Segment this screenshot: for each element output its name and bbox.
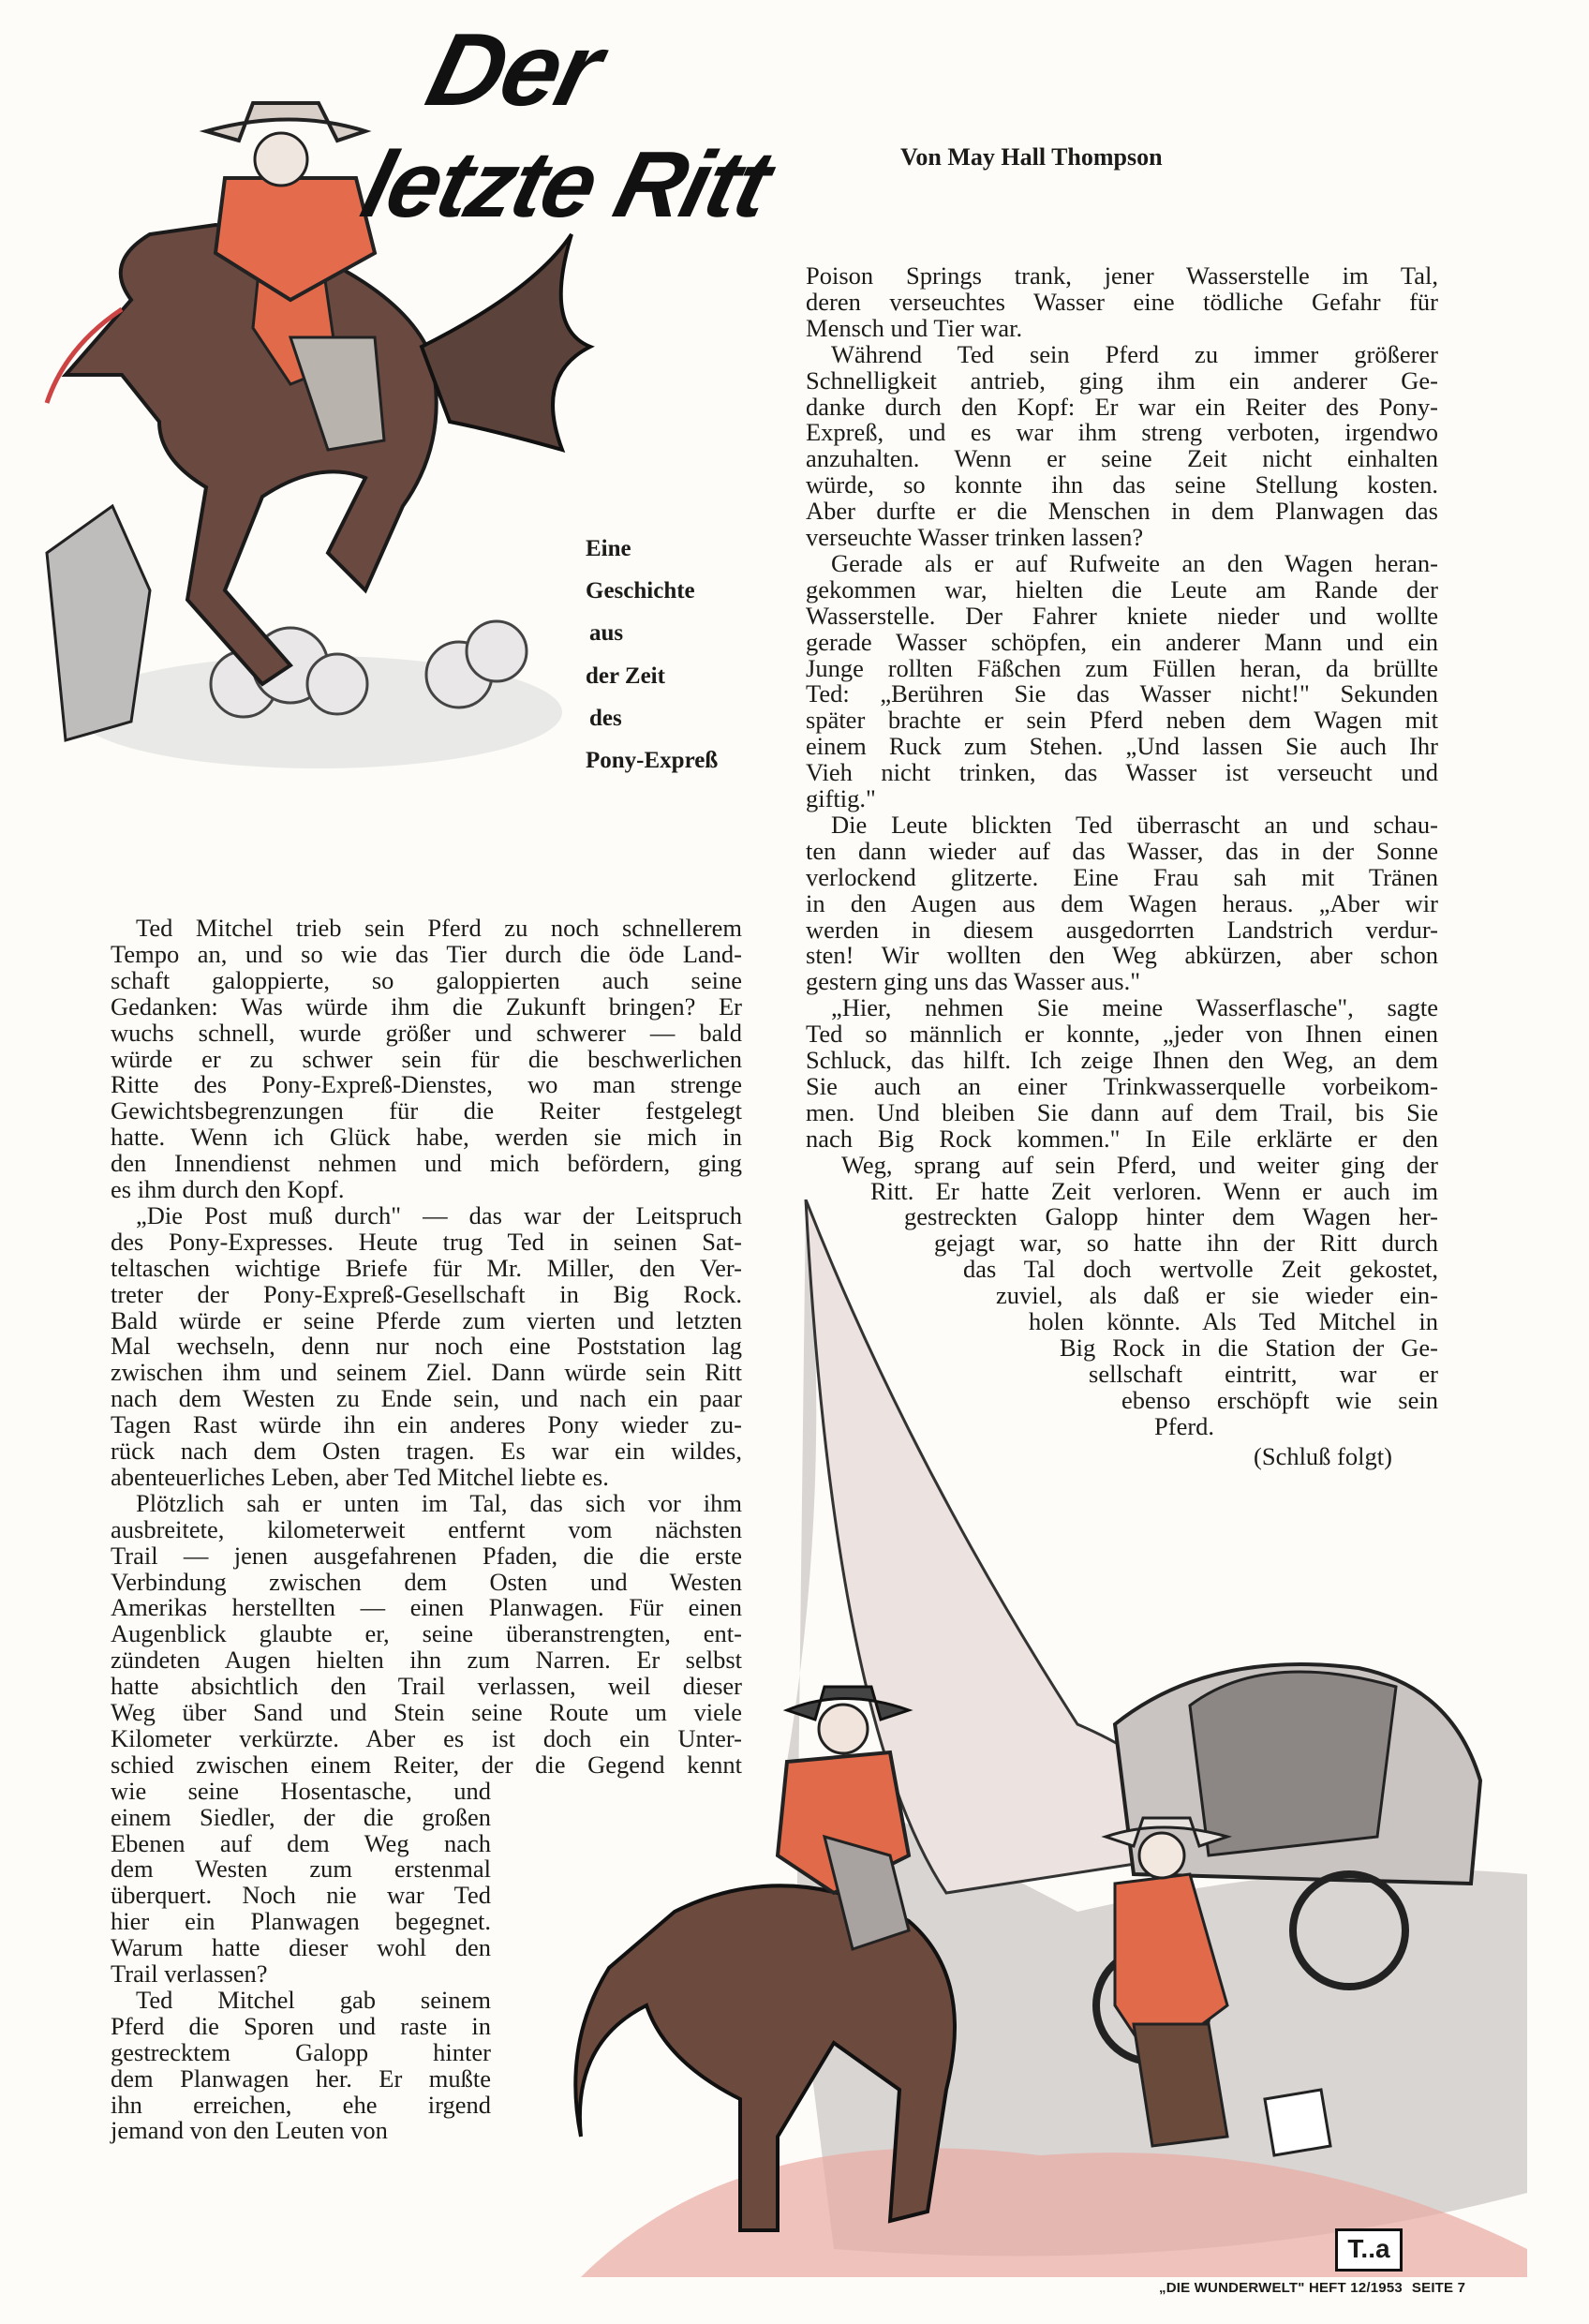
text-line: Kilometer verkürzte. Aber es ist doch ein Unter- [111,1723,742,1752]
text-line: Ritt. Er hatte Zeit verloren. Wenn er auch im [870,1176,1438,1205]
text-line: wuchs schnell, wurde größer und schwerer — bald [111,1018,742,1047]
subtitle [586,536,718,790]
text-line: abenteuerliches Leben, aber Ted Mitchel liebte es. [111,1462,609,1491]
text-line: ihn erreichen, ehe irgend [111,2090,491,2119]
text-line: gestrecktem Galopp hinter [111,2037,491,2066]
subtitle-line: Geschichte [586,578,695,604]
text-line: Weg, sprang auf sein Pferd, und weiter ging der [841,1150,1438,1179]
text-line: men. Und bleiben Sie dann auf dem Trail, bis Sie [806,1097,1438,1126]
text-line: Aber durfte er die Menschen in dem Planwagen das [806,497,1438,526]
text-line: „Hier, nehmen Sie meine Wasserflasche", sagte [831,993,1438,1022]
text-line: Gewichtsbegrenzungen für die Reiter festgelegt [111,1096,742,1125]
text-line: jemand von den Leuten von [111,2116,388,2145]
text-line: rück nach dem Osten tragen. Es war ein wildes, [111,1437,742,1465]
text-line: Big Rock in die Station der Ge- [1060,1333,1438,1362]
text-line: Trail verlassen? [111,1959,268,1988]
text-line: Warum hatte dieser wohl den [111,1933,491,1962]
page-number: SEITE 7 [1411,2280,1466,2296]
text-line: Gedanken: Was würde ihm die Zukunft bringen? Er [111,991,742,1020]
text-line: gekommen war, hielten die Leute am Rande der [806,574,1438,603]
text-line: holen könnte. Als Ted Mitchel in [1029,1307,1438,1335]
text-line: deren verseuchtes Wasser eine tödliche Gefahr für [806,287,1438,316]
text-line: würde, so konnte ihn das seine Stellung kosten. [806,470,1438,499]
title-line-1: Der [416,12,612,127]
author-byline: Von May Hall Thompson [900,143,1163,171]
text-line: sellschaft eintritt, war er [1089,1359,1438,1388]
text-line: den Innendienst nehmen und mich befördern, ging [111,1149,742,1178]
text-line: Verbindung zwischen dem Osten und Westen [111,1567,742,1596]
text-line: schaft galoppierte, so galoppierten auch seine [111,965,742,994]
text-line: sten! Wir wollten den Weg abkürzen, aber schon [806,941,1438,970]
text-line: teltaschen wichtige Briefe für Mr. Miller, den Ver- [111,1253,742,1282]
text-line: gejagt war, so hatte ihn der Ritt durch [934,1229,1438,1258]
text-line: Pferd die Sporen und raste in [111,2011,491,2040]
text-line: werden in diesem ausgedorrten Landstrich verdur- [806,915,1438,944]
text-line: Amerikas herstellten — einen Planwagen. Für einen [111,1593,742,1622]
text-line: Während Ted sein Pferd zu immer größerer [831,339,1438,368]
text-line: Weg über Sand und Stein seine Route um viele [111,1698,742,1726]
text-line: einem Ruck zum Stehen. „Und lassen Sie auch Ihr [806,732,1438,761]
continued-note: (Schluß folgt) [1254,1442,1392,1470]
text-line: Mal wechseln, denn nur noch eine Poststation lag [111,1332,742,1361]
subtitle-line: des [589,705,622,731]
article-title [347,12,928,253]
text-line: Expreß, und es war ihm streng verboten, irgendwo [806,418,1438,447]
text-line: es ihm durch den Kopf. [111,1175,345,1203]
text-line: Plötzlich sah er unten im Tal, das sich vor ihm [136,1488,742,1517]
text-line: würde er zu schwer sein für die beschwerlichen [111,1044,742,1073]
text-line: giftig." [806,784,876,812]
text-line: Wasserstelle. Der Fahrer kniete nieder und wollte [806,601,1438,630]
text-line: Bald würde er seine Pferde zum vierten und letzten [111,1305,742,1334]
text-line: Pferd. [1154,1411,1215,1440]
text-line: Schluck, das hilft. Ich zeige Ihnen den Weg, an dem [806,1046,1438,1074]
text-line: dem Westen zum erstenmal [111,1855,491,1884]
text-line: einem Siedler, der die großen [111,1802,491,1831]
text-line: gestreckten Galopp hinter dem Wagen her- [904,1202,1438,1231]
text-line: nach dem Westen zu Ende sein, und nach ein paar [111,1384,742,1413]
text-line: nach Big Rock kommen." In Eile erklärte er den [806,1124,1438,1153]
text-line: Ted Mitchel trieb sein Pferd zu noch schnellerem [136,914,742,942]
text-line: wie seine Hosentasche, und [111,1776,491,1805]
subtitle-line: der Zeit [586,663,665,689]
title-line-2: letzte Ritt [352,132,780,237]
text-line: Ted: „Berühren Sie das Wasser nicht!" Sekunden [806,679,1438,708]
text-line: Ted so männlich er konnte, „jeder von Ihnen einen [806,1020,1438,1049]
text-line: des Pony-Expresses. Heute trug Ted in seinen Sat- [111,1227,742,1256]
text-line: Junge rollten Fäßchen zum Füllen heran, da brüllte [806,653,1438,682]
text-line: zuviel, als daß er sie wieder ein- [996,1281,1438,1310]
text-line: Sie auch an einer Trinkwasserquelle vorbeikom- [806,1071,1438,1100]
text-line: danke durch den Kopf: Er war ein Reiter des Pony- [806,392,1438,421]
text-line: in den Augen aus dem Wagen heraus. „Aber wir [806,888,1438,917]
text-line: gestern ging uns das Wasser aus." [806,967,1141,996]
text-line: hatte absichtlich den Trail verlassen, weil dieser [111,1672,742,1701]
text-line: ebenso erschöpft wie sein [1121,1385,1438,1414]
magazine-issue: „DIE WUNDERWELT" HEFT 12/1953 [1159,2280,1403,2296]
text-line: anzuhalten. Wenn er seine Zeit nicht einhalten [806,444,1438,473]
text-line: Augenblick glaubte er, seine überanstrengten, ent- [111,1619,742,1648]
text-line: Ted Mitchel gab seinem [136,1985,491,2014]
text-line: treter der Pony-Expreß-Gesellschaft in Big Rock. [111,1279,742,1308]
artist-signature: T..a [1335,2228,1403,2272]
text-line: Schnelligkeit antrieb, ging ihm ein anderer Ge- [806,365,1438,395]
subtitle-line: Eine [586,536,631,561]
text-line: Vieh nicht trinken, das Wasser ist verseucht und [806,758,1438,787]
subtitle-line: aus [589,620,624,647]
text-line: Mensch und Tier war. [806,313,1023,342]
text-line: verseuchte Wasser trinken lassen? [806,523,1144,551]
text-line: Tempo an, und so wie das Tier durch die öde Land- [111,939,742,968]
text-line: verlockend glitzerte. Eine Frau sah mit Tränen [806,862,1438,891]
text-line: Ebenen auf dem Weg nach [111,1828,491,1857]
text-line: zündeten Augen hielten ihn zum Narren. Er selbst [111,1646,742,1675]
text-line: Ritte des Pony-Expreß-Dienstes, wo man strenge [111,1070,742,1099]
text-line: später brachte er sein Pferd neben dem Wagen mit [806,706,1438,735]
text-line: hatte. Wenn ich Glück habe, werden sie mich in [111,1123,742,1152]
text-line: Tagen Rast würde ihn ein anderes Pony wieder zu- [111,1410,742,1439]
text-line: ausbreitete, kilometerweit entfernt vom nächsten [111,1514,742,1543]
text-line: Poison Springs trank, jener Wasserstelle im Tal, [806,261,1438,290]
text-line: ten dann wieder auf das Wasser, das in der Sonne [806,836,1438,865]
text-line: Die Leute blickten Ted überrascht an und schau- [831,810,1438,839]
text-line: Trail — jenen ausgefahrenen Pfaden, die die erste [111,1541,742,1570]
text-line: hier ein Planwagen begegnet. [111,1907,491,1936]
subtitle-line: Pony-Expreß [586,747,719,773]
text-line: schied zwischen einem Reiter, der die Gegend kennt [111,1750,742,1779]
text-line: Gerade als er auf Rufweite an den Wagen heran- [831,548,1438,577]
text-line: das Tal doch wertvolle Zeit gekostet, [963,1255,1438,1284]
text-line: „Die Post muß durch" — das war der Leitspruch [136,1200,742,1229]
text-line: gerade Wasser schöpfen, ein anderer Mann und ein [806,627,1438,656]
text-line: dem Planwagen her. Er mußte [111,2063,491,2093]
text-line: zwischen ihm und seinem Ziel. Dann würde sein Ritt [111,1358,742,1387]
page-footer [1159,2280,1475,2296]
text-line: überquert. Noch nie war Ted [111,1881,491,1910]
